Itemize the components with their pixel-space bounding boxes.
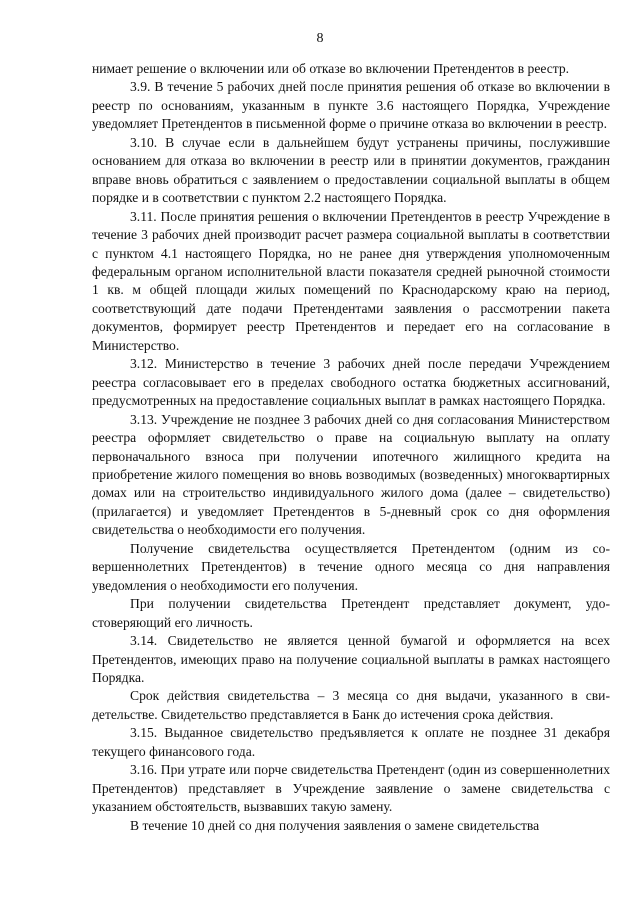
paragraph-replacement-deadline: В течение 10 дней со дня получения заявления о замене свидетельства <box>130 817 540 833</box>
paragraph-3-15: 3.15. Выданное свидетельство предъявляется к оплате не позднее 31 декабря текущего финансового года. <box>92 725 610 759</box>
paragraph-validity-period: Срок действия свидетельства – 3 месяца со дня выдачи, указанного в свидетельстве. Свидетельство представляется в Банк до истечения срока действия. <box>92 688 610 722</box>
paragraph-3-9: 3.9. В течение 5 рабочих дней после принятия решения об отказе во включении в реестр по основаниям, указанным в пункте 3.6 настоящего Порядка, Учреждение уведомляет Претендентов в письменной форме о причине отказа во включении в реестр. <box>92 79 610 132</box>
page-body <box>92 60 610 835</box>
paragraph-identity-document: При получении свидетельства Претендент представляет документ, удостоверяющий его личность. <box>92 596 610 630</box>
paragraph-3-11: 3.11. После принятия решения о включении Претендентов в реестр Учреждение в течение 3 рабочих дней производит расчет размера социальной выплаты в соответствии с пунктом 4.1 настоящего Порядка, но не ранее дня утверждения уполномоченным федеральным органом исполнительной власти показателя средней рыночной стоимости 1 кв. м общей площади жилых помещений по Краснодарскому краю на период, соответствующий дате подачи Претендентами заявления о рассмотрении пакета документов, формирует реестр Претендентов и передает его на согласование в Министерство. <box>92 208 610 353</box>
paragraph-continuation: нимает решение о включении или об отказе во включении Претендентов в реестр. <box>92 61 570 76</box>
paragraph-3-13: 3.13. Учреждение не позднее 3 рабочих дней со дня согласования Министерством реестра оформляет свидетельство о праве на социальную выплату на оплату первоначального взноса при получении ипотечного жилищного кредита на приобретение жилого помещения во вновь возводимых (возведенных) многоквартирных домах или на строительство индивидуального жилого дома (далее – свидетельство) (прилагается) и уведомляет Претендентов в 5-дневный срок со дня оформления свидетельства о необходимости его получения. <box>92 411 610 538</box>
paragraph-3-10: 3.10. В случае если в дальнейшем будут устранены причины, послужившие основанием для отказа во включении в реестр или в принятии документов, гражданин вправе вновь обратиться с заявлением о предоставлении социальной выплаты в общем порядке и в соответствии с пунктом 2.2 настоящего Порядка. <box>92 134 610 206</box>
paragraph-3-12: 3.12. Министерство в течение 3 рабочих дней после передачи Учреждением реестра согласовывает его в пределах свободного остатка бюджетных ассигнований, предусмотренных на предоставление социальных выплат в рамках настоящего Порядка. <box>92 356 610 409</box>
paragraph-certificate-receipt: Получение свидетельства осуществляется Претендентом (одним из совершеннолетних Претендентов) в течение одного месяца со дня направления уведомления о необходимости его получения. <box>92 540 610 593</box>
paragraph-3-16: 3.16. При утрате или порче свидетельства Претендент (один из совершеннолетних Претендентов) представляет в Учреждение заявление о замене свидетельства с указанием обстоятельств, вызвавших такую замену. <box>92 762 610 815</box>
page-number: 8 <box>316 31 324 46</box>
paragraph-3-14: 3.14. Свидетельство не является ценной бумагой и оформляется на всех Претендентов, имеющих право на получение социальной выплаты в рамках настоящего Порядка. <box>92 633 610 685</box>
